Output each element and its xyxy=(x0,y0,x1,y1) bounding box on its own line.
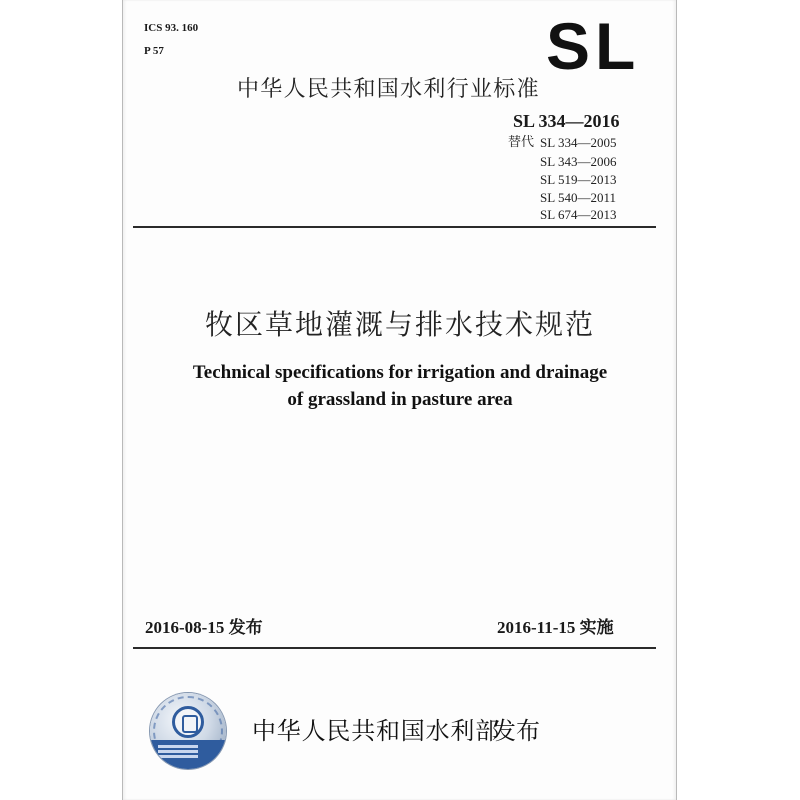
title-english-line2: of grassland in pasture area xyxy=(287,389,513,410)
replaces-label: 替代 xyxy=(508,135,535,150)
standard-number: SL 334—2016 xyxy=(513,111,620,131)
sticker-emblem-icon xyxy=(172,706,204,738)
footer-divider xyxy=(133,647,656,649)
replaced-standard: SL 519—2013 xyxy=(540,172,617,187)
publish-action: 发布 xyxy=(492,717,540,745)
replaced-standard: SL 343—2006 xyxy=(540,154,617,169)
sticker-emblem-mark xyxy=(182,715,198,733)
ics-code: ICS 93. 160 xyxy=(144,22,199,34)
sticker-band-lines xyxy=(158,745,198,748)
issue-date: 2016-08-15 发布 xyxy=(145,618,263,637)
title-english-line1: Technical specifications for irrigation and drainage xyxy=(192,362,608,383)
replaced-standard: SL 334—2005 xyxy=(540,135,617,150)
replaced-standard: SL 540—2011 xyxy=(540,190,616,205)
hologram-sticker-icon xyxy=(150,693,226,769)
title-chinese: 牧区草地灌溉与排水技术规范 xyxy=(204,308,595,341)
header-divider xyxy=(133,226,656,228)
sl-logo: SL xyxy=(546,9,641,83)
replaced-standard: SL 674—2013 xyxy=(540,207,617,222)
publisher-name: 中华人民共和国水利部 xyxy=(252,717,500,745)
issuer-line: 中华人民共和国水利行业标准 xyxy=(237,77,540,102)
implementation-date: 2016-11-15 实施 xyxy=(497,618,614,637)
category-code: P 57 xyxy=(144,45,164,57)
